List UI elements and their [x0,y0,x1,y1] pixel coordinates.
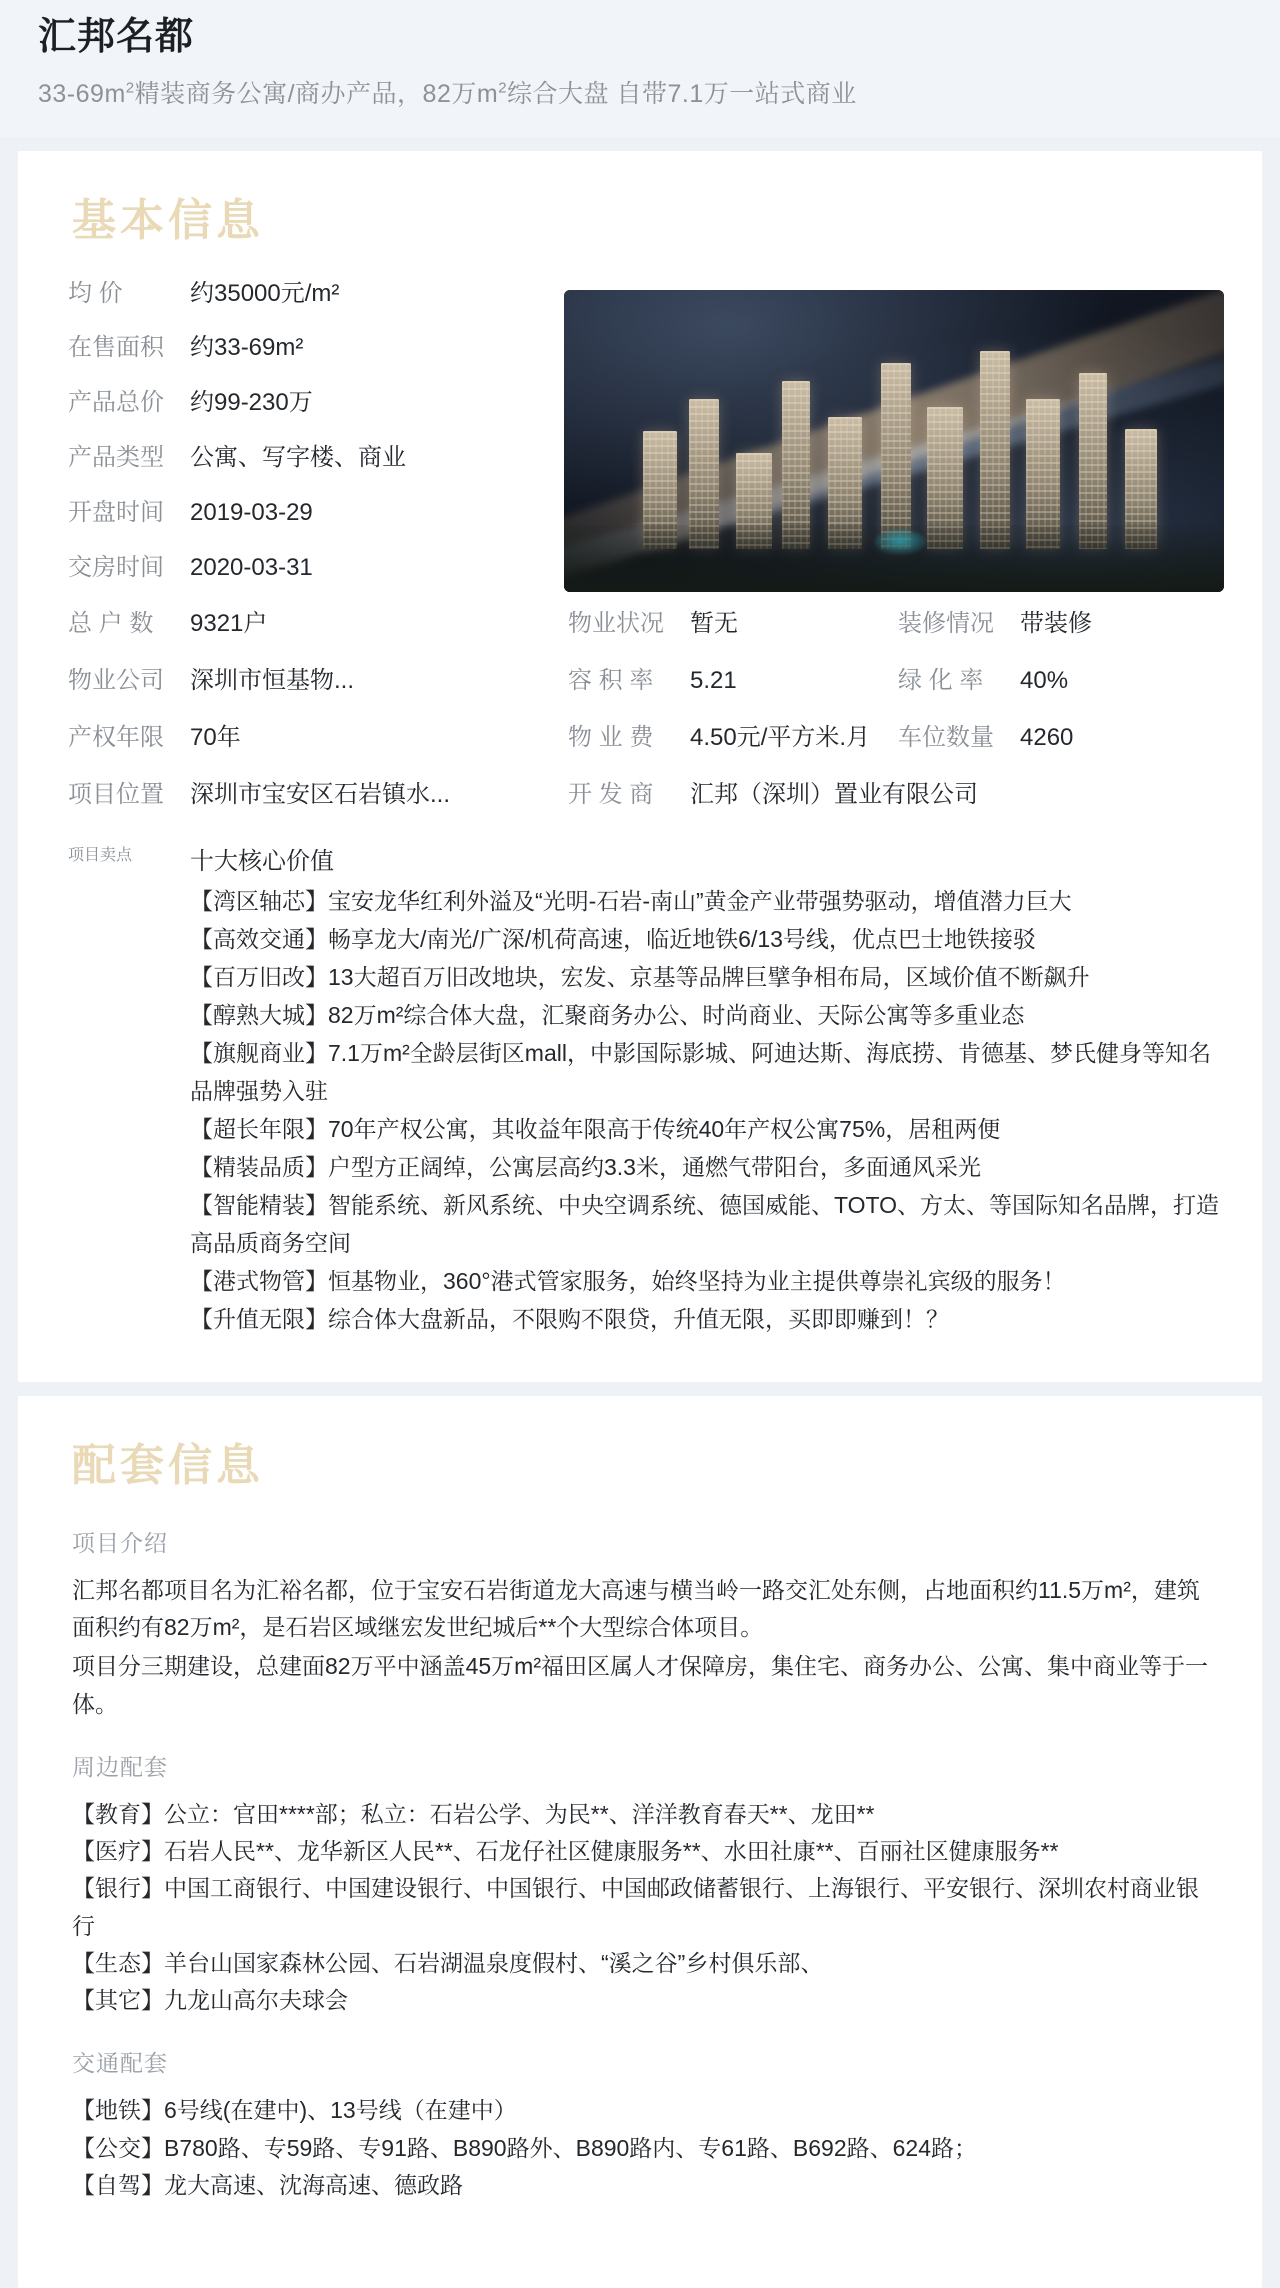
selling-point-item: 【湾区轴芯】宝安龙华红利外溢及“光明-石岩-南山”黄金产业带强势驱动，增值潜力巨大 [190,888,1072,915]
subtitle-sup-1: 2 [125,79,135,97]
around-facility-item: 【教育】公立：官田****部；私立：石岩公学、为民**、洋洋教育春天**、龙田** [72,1800,875,1827]
hero-ground [564,525,1224,591]
value-project-location: 深圳市宝安区石岩镇水... [190,780,451,808]
label-selling-points: 项目卖点 [68,846,133,864]
selling-points-heading: 十大核心价值 [190,847,334,875]
label-product-type: 产品类型 [68,444,164,472]
value-area-on-sale: 约33-69m² [190,334,304,362]
hero-tower-4 [782,381,810,549]
hero-tower-6 [881,363,911,549]
page-subtitle [38,78,1242,112]
basic-info-key-values [54,280,554,609]
project-intro-paragraph: 项目分三期建设，总建面82万平中涵盖45万m²福田区属人才保障房，集住宅、商务办公、公寓、集中商业等于一体。 [72,1653,1208,1717]
selling-point-item: 【百万旧改】13大超百万旧改地块，宏发、京基等品牌巨擘争相布局，区域价值不断飙升 [190,964,1090,991]
info-row-property-fee [568,724,898,753]
selling-point-item: 【港式物管】恒基物业，360°港式管家服务，始终坚持为业主提供尊崇礼宾级的服务！ [190,1267,1066,1294]
value-decoration: 带装修 [1020,610,1092,638]
selling-point-item: 【智能精装】智能系统、新风系统、中央空调系统、德国威能、TOTO、方太、等国际知名品牌，打造高品质商务空间 [190,1191,1220,1256]
label-total-households: 总 户 数 [68,610,154,638]
label-delivery-date: 交房时间 [68,553,164,581]
label-project-intro: 项目介绍 [72,1529,168,1556]
selling-point-item: 【旗舰商业】7.1万m²全龄层街区mall，中影国际影城、阿迪达斯、海底捞、肯德基、梦氏健身等知名品牌强势入驻 [190,1039,1211,1104]
around-facility-item: 【医疗】石岩人民**、龙华新区人民**、石龙仔社区健康服务**、水田社康**、百丽社区健康服务** [72,1838,1059,1865]
page-title: 汇邦名都 [38,16,195,58]
info-row-decoration [898,610,1226,639]
subtitle-part-3: 综合大盘 自带7.1万一站式商业 [507,79,857,108]
label-green-ratio: 绿 化 率 [898,667,984,695]
info-row-developer [568,780,978,810]
value-total-households: 9321户 [190,610,268,638]
basic-info-top [54,280,1226,609]
selling-point-item: 【高效交通】畅享龙大/南光/广深/机荷高速，临近地铁6/13号线，优点巴士地铁接驳 [190,926,1036,953]
hero-tower-10 [1079,373,1107,549]
info-row-parking-count [898,724,1226,753]
info-row-empty [898,781,1226,810]
info-row-total-price [68,389,554,418]
project-intro-paragraph: 汇邦名都项目名为汇裕名都，位于宝安石岩街道龙大高速与横当岭一路交汇处东侧，占地面积约11.5万m²，建筑面积约有82万m²，是石岩区域继宏发世纪城后**个大型综合体项目。 [72,1576,1200,1641]
selling-points-block [54,842,1226,1339]
label-developer: 开 发 商 [568,780,654,808]
hero-image-wrap [554,280,1226,592]
label-plot-ratio: 容 积 率 [568,667,654,695]
label-decoration: 装修情况 [898,610,994,638]
info-row-product-type [68,444,554,473]
traffic-facility-item: 【地铁】6号线(在建中)、13号线（在建中） [72,2097,517,2124]
selling-points-body [190,842,1226,1339]
info-row-avg-price [68,280,554,309]
label-traffic-facilities: 交通配套 [72,2050,168,2077]
info-row-property-status [568,610,898,639]
traffic-facility-item: 【公交】B780路、专59路、专91路、B890路外、B890路内、专61路、B692路、624路； [72,2134,977,2161]
label-ownership-years: 产权年限 [68,724,164,752]
subtitle-part-2: 精装商务公寓/商办产品，82万m [134,79,499,108]
info-grid-row-2 [54,667,1226,722]
label-open-date: 开盘时间 [68,498,164,526]
info-grid-row-4 [54,781,1226,836]
page-header [0,0,1280,137]
value-delivery-date: 2020-03-31 [190,553,313,581]
info-row-green-ratio [898,667,1226,696]
value-property-company: 深圳市恒基物... [190,667,355,695]
info-row-total-households [68,610,568,639]
around-facility-item: 【银行】中国工商银行、中国建设银行、中国银行、中国邮政储蓄银行、上海银行、平安银行、深圳农村商业银行 [72,1875,1199,1939]
project-aerial-render-image[interactable] [564,290,1224,592]
info-grid-row-3 [54,724,1226,779]
label-area-on-sale: 在售面积 [68,334,164,362]
traffic-facility-item: 【自驾】龙大高速、沈海高速、德政路 [72,2171,463,2198]
selling-point-item: 【精装品质】户型方正阔绰，公寓层高约3.3米，通燃气带阳台，多面通风采光 [190,1153,981,1180]
label-around-facilities: 周边配套 [72,1753,168,1780]
hero-tower-8 [980,351,1010,549]
selling-point-item: 【醇熟大城】82万m²综合体大盘，汇聚商务办公、时尚商业、天际公寓等多重业态 [190,1002,1025,1029]
facilities-title: 配套信息 [72,1441,264,1491]
selling-point-item: 【升值无限】综合体大盘新品，不限购不限贷，升值无限，买即即赚到！？ [190,1305,949,1332]
subtitle-part-1: 33-69m [38,79,126,108]
label-property-status: 物业状况 [568,610,664,638]
info-grid-row-1 [54,610,1226,665]
value-ownership-years: 70年 [190,724,241,752]
label-parking-count: 车位数量 [898,724,994,752]
value-developer: 汇邦（深圳）置业有限公司 [690,780,978,808]
info-row-open-date [68,499,554,528]
value-product-type: 公寓、写字楼、商业 [190,444,406,472]
basic-info-title: 基本信息 [72,196,264,246]
label-property-fee: 物 业 费 [568,724,654,752]
traffic-facilities-list [72,2092,1208,2204]
info-row-area-on-sale [68,334,554,363]
label-total-price: 产品总价 [68,389,164,417]
around-facility-item: 【生态】羊台山国家森林公园、石岩湖温泉度假村、“溪之谷”乡村俱乐部、 [72,1949,824,1976]
selling-point-item: 【超长年限】70年产权公寓，其收益年限高于传统40年产权公寓75%，居租两便 [190,1115,1001,1142]
value-total-price: 约99-230万 [190,389,313,417]
info-row-project-location [68,781,568,810]
value-property-status: 暂无 [690,610,738,638]
label-avg-price: 均 价 [68,279,123,307]
around-facilities-list [72,1796,1208,2020]
value-plot-ratio: 5.21 [690,667,737,695]
info-row-ownership-years [68,724,568,753]
value-open-date: 2019-03-29 [190,498,313,526]
value-parking-count: 4260 [1020,724,1074,752]
bottom-spacer [54,2204,1226,2244]
around-facility-item: 【其它】九龙山高尔夫球会 [72,1987,348,2014]
info-row-property-company [68,667,568,696]
label-project-location: 项目位置 [68,780,164,808]
value-property-fee: 4.50元/平方米.月 [690,724,871,752]
info-row-delivery-date [68,554,554,583]
info-row-plot-ratio [568,667,898,696]
label-property-company: 物业公司 [68,667,164,695]
subtitle-sup-2: 2 [498,79,508,97]
facilities-card [18,1396,1262,2288]
basic-info-card [18,151,1262,1382]
value-green-ratio: 40% [1020,667,1069,695]
value-avg-price: 约35000元/m² [190,279,340,307]
